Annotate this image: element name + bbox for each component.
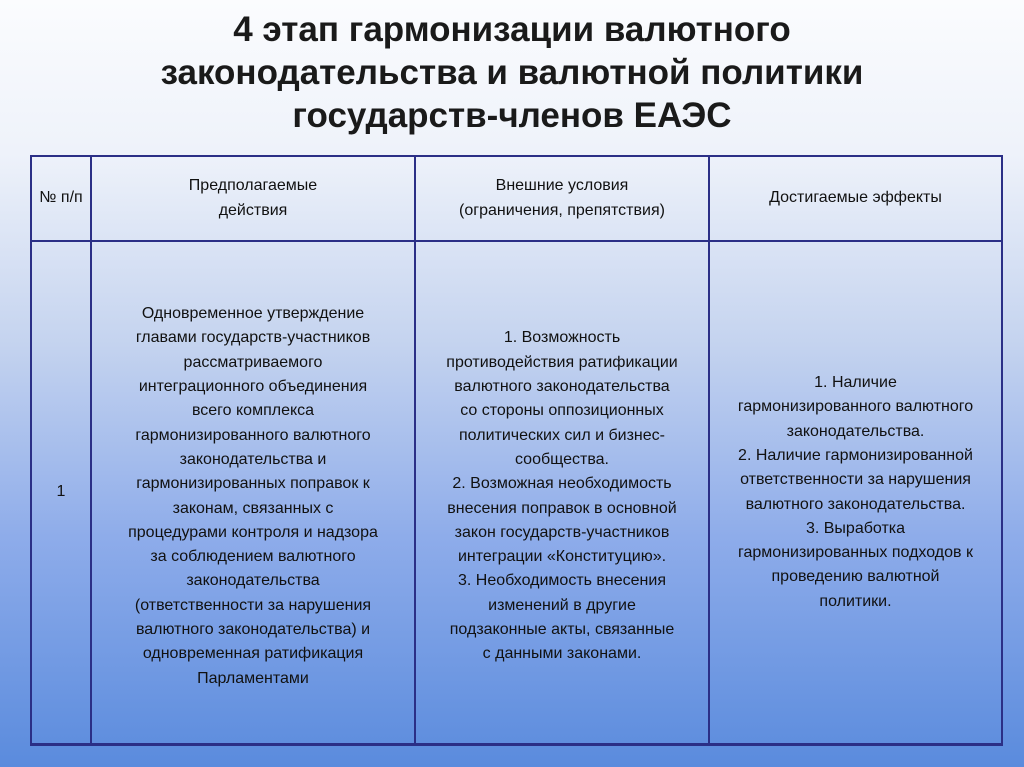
text-line: проведению валютной	[771, 568, 940, 586]
text-line: гармонизированных подходов к	[738, 544, 973, 562]
header-actions	[91, 156, 415, 241]
text-line: законодательства	[186, 572, 320, 590]
text-line: действия	[218, 201, 288, 219]
row-effects	[709, 241, 1002, 745]
text-line: политики.	[819, 592, 892, 610]
text-line: Парламентами	[197, 669, 309, 687]
harmonization-table	[30, 155, 1003, 746]
text-line: со стороны оппозиционных	[460, 402, 664, 420]
text-line: (ограничения, препятствия)	[459, 201, 665, 219]
text-line: валютного законодательства.	[745, 495, 966, 513]
text-line: 1. Наличие	[814, 374, 897, 392]
text-line: гармонизированного валютного	[135, 426, 371, 444]
text-line: Предполагаемые	[188, 177, 318, 195]
text-line: 1. Возможность	[503, 329, 621, 347]
text-line: 3. Выработка	[805, 519, 906, 537]
text-line: процедурами контроля и надзора	[128, 523, 378, 541]
title-line: законодательства и валютной политики	[160, 53, 864, 92]
title-line: государств-членов ЕАЭС	[292, 96, 732, 135]
text-line: гармонизированных поправок к	[136, 475, 370, 493]
text-line: интеграционного объединения	[138, 378, 368, 396]
table-header-row	[31, 156, 1002, 241]
text-line: интеграции «Конституцию».	[457, 548, 667, 566]
text-line: 3. Необходимость внесения	[458, 572, 666, 590]
text-line: внесения поправок в основной	[447, 499, 677, 517]
header-conditions	[415, 156, 709, 241]
row-actions	[91, 241, 415, 745]
header-effects	[709, 156, 1002, 241]
text-line: за соблюдением валютного	[150, 548, 356, 566]
text-line: Внешние условия	[495, 177, 629, 195]
text-line: одновременная ратификация	[142, 645, 364, 663]
row-number: 1	[31, 241, 91, 745]
table-row	[31, 241, 1002, 745]
text-line: валютного законодательства) и	[135, 620, 371, 638]
text-line: законодательства.	[786, 422, 925, 440]
title-line: 4 этап гармонизации валютного	[233, 10, 791, 49]
text-line: № п/п	[39, 189, 83, 207]
text-line: законам, связанных с	[172, 499, 334, 517]
text-line: всего комплекса	[191, 402, 315, 420]
text-line: изменений в другие	[488, 596, 636, 614]
text-line: закон государств-участников	[454, 523, 670, 541]
text-line: законодательства и	[179, 450, 327, 468]
slide-title	[0, 8, 1024, 137]
text-line: 2. Наличие гармонизированной	[738, 446, 973, 464]
text-line: валютного законодательства	[454, 378, 670, 396]
text-line: главами государств-участников	[135, 329, 371, 347]
text-line: сообщества.	[514, 450, 609, 468]
text-line: ответственности за нарушения	[740, 471, 971, 489]
text-line: 2. Возможная необходимость	[452, 475, 672, 493]
text-line: подзаконные акты, связанные	[449, 620, 675, 638]
text-line: Одновременное утверждение	[141, 305, 365, 323]
text-line: противодействия ратификации	[446, 353, 678, 371]
header-number	[31, 156, 91, 241]
text-line: с данными законами.	[482, 645, 642, 663]
text-line: политических сил и бизнес-	[459, 426, 665, 444]
text-line: гармонизированного валютного	[737, 398, 974, 416]
text-line: рассматриваемого	[183, 353, 323, 371]
row-conditions	[415, 241, 709, 745]
text-line: (ответственности за нарушения	[134, 596, 372, 614]
text-line: Достигаемые эффекты	[769, 189, 942, 207]
